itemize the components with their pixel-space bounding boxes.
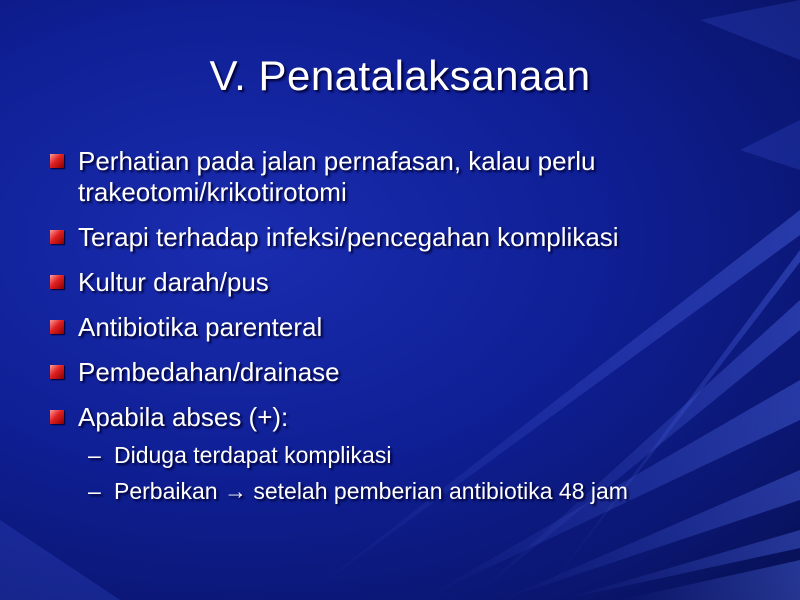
bullet-list [48, 146, 768, 519]
bullet-text: Pembedahan/drainase [78, 357, 340, 387]
red-square-icon [50, 365, 64, 379]
bullet-text: Apabila abses (+): [78, 402, 289, 432]
sub-bullet-text: Perbaikan → setelah pemberian antibiotika 48 jam [114, 478, 628, 504]
bullet-item [48, 146, 768, 208]
bullet-item [48, 357, 768, 388]
bullet-text: Antibiotika parenteral [78, 312, 323, 342]
red-square-icon [50, 320, 64, 334]
sub-bullet-list [78, 441, 768, 505]
bullet-item [48, 312, 768, 343]
sub-bullet-item [78, 441, 768, 469]
red-square-icon [50, 230, 64, 244]
bullet-item [48, 402, 768, 505]
bullet-text: Perhatian pada jalan pernafasan, kalau perlu trakeotomi/krikotirotomi [78, 146, 596, 207]
bullet-text: Kultur darah/pus [78, 267, 269, 297]
red-square-icon [50, 410, 64, 424]
dash-marker: – [88, 478, 101, 504]
slide-title: V. Penatalaksanaan [209, 52, 591, 99]
sub-bullet-item [78, 477, 768, 505]
bullet-item [48, 222, 768, 253]
bullet-item [48, 267, 768, 298]
dash-marker: – [88, 442, 101, 468]
red-square-icon [50, 275, 64, 289]
bullet-text: Terapi terhadap infeksi/pencegahan komplikasi [78, 222, 619, 252]
red-square-icon [50, 154, 64, 168]
sub-bullet-text: Diduga terdapat komplikasi [114, 442, 392, 468]
